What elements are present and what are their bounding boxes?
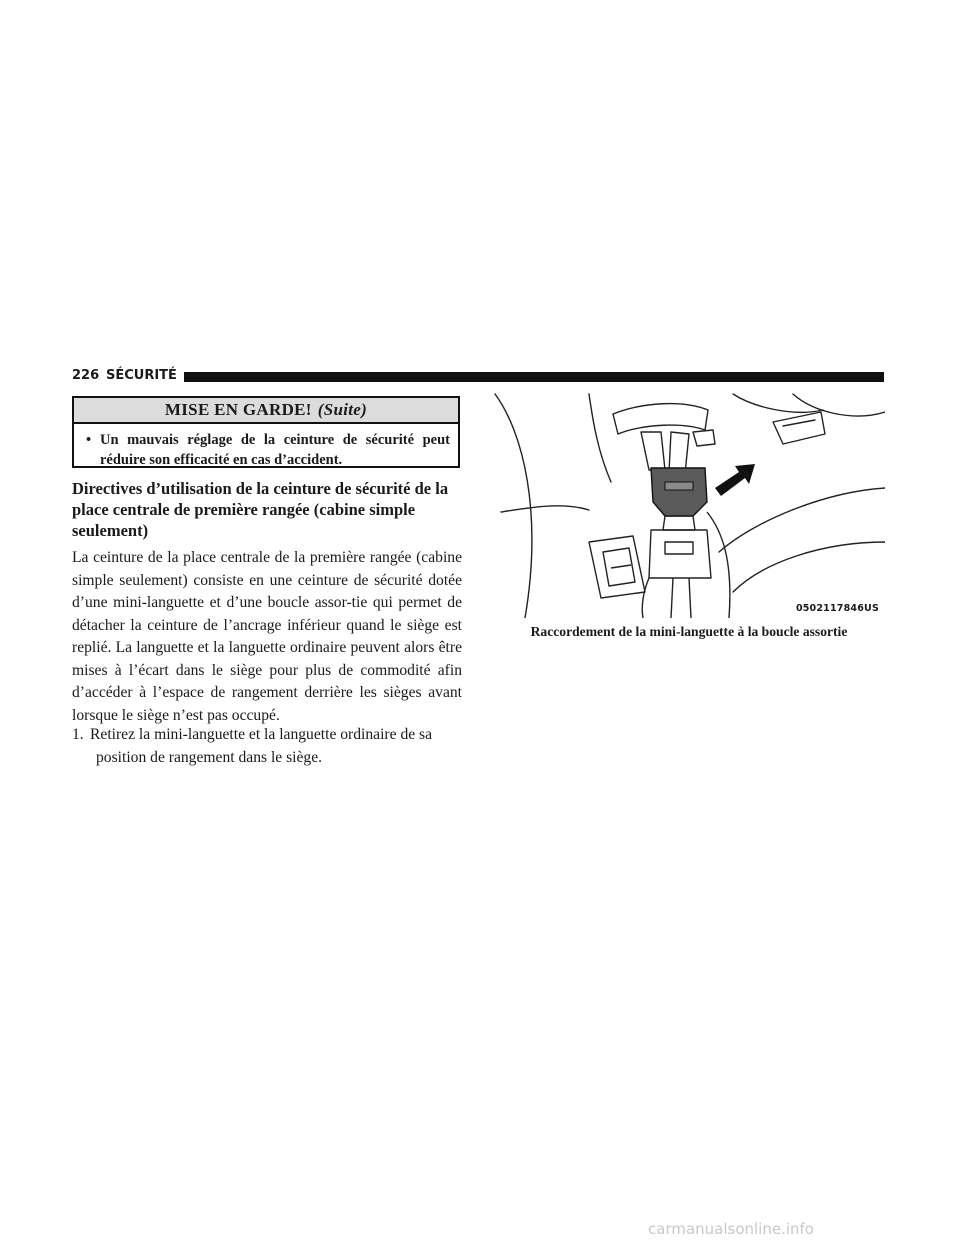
body-paragraph: La ceinture de la place centrale de la première rangée (cabine simple seulement) consiste en une ceinture de sécurité dotée d’une mini-languette et d’une boucle assor-tie qui permet de détacher la ceinture de l’ancrage inférieur quand le siège est replié. La languette et la languette ordinaire peuvent alors être mises à l’écart dans le siège pour plus de commodité afin d’accéder à l’espace de rangement derrière les sièges avant lorsque le siège n’est pas occupé.	[72, 549, 462, 724]
warning-body	[74, 424, 458, 470]
section-title: SÉCURITÉ	[106, 368, 177, 383]
seatbelt-illustration	[493, 392, 885, 618]
figure-code: 0502117846US	[795, 603, 879, 614]
warning-title	[74, 398, 458, 424]
step-line-1: Retirez la mini-languette et la languette ordinaire de sa	[90, 726, 433, 743]
figure-seatbelt-illustration	[493, 392, 885, 618]
page-number: 226	[72, 368, 100, 383]
section-heading: Directives d’utilisation de la ceinture de sécurité de la place centrale de première rangée (cabine simple seulement)	[72, 479, 449, 540]
warning-box	[72, 396, 460, 468]
header-rule	[184, 372, 884, 382]
warning-text: Un mauvais réglage de la ceinture de sécurité peut réduire son efficacité en cas d’accident.	[100, 432, 450, 468]
step-item	[72, 724, 462, 769]
warning-title-suffix: (Suite)	[317, 400, 368, 419]
figure-caption: Raccordement de la mini-languette à la boucle assortie	[530, 624, 848, 639]
warning-title-text: MISE EN GARDE!	[164, 400, 312, 419]
step-text	[72, 724, 462, 769]
step-number: 1.	[72, 726, 84, 743]
page-header	[72, 367, 884, 385]
bullet: •	[86, 432, 92, 448]
watermark: carmanualsonline.info	[648, 1220, 814, 1238]
step-line-2: position de rangement dans le siège.	[96, 748, 323, 766]
